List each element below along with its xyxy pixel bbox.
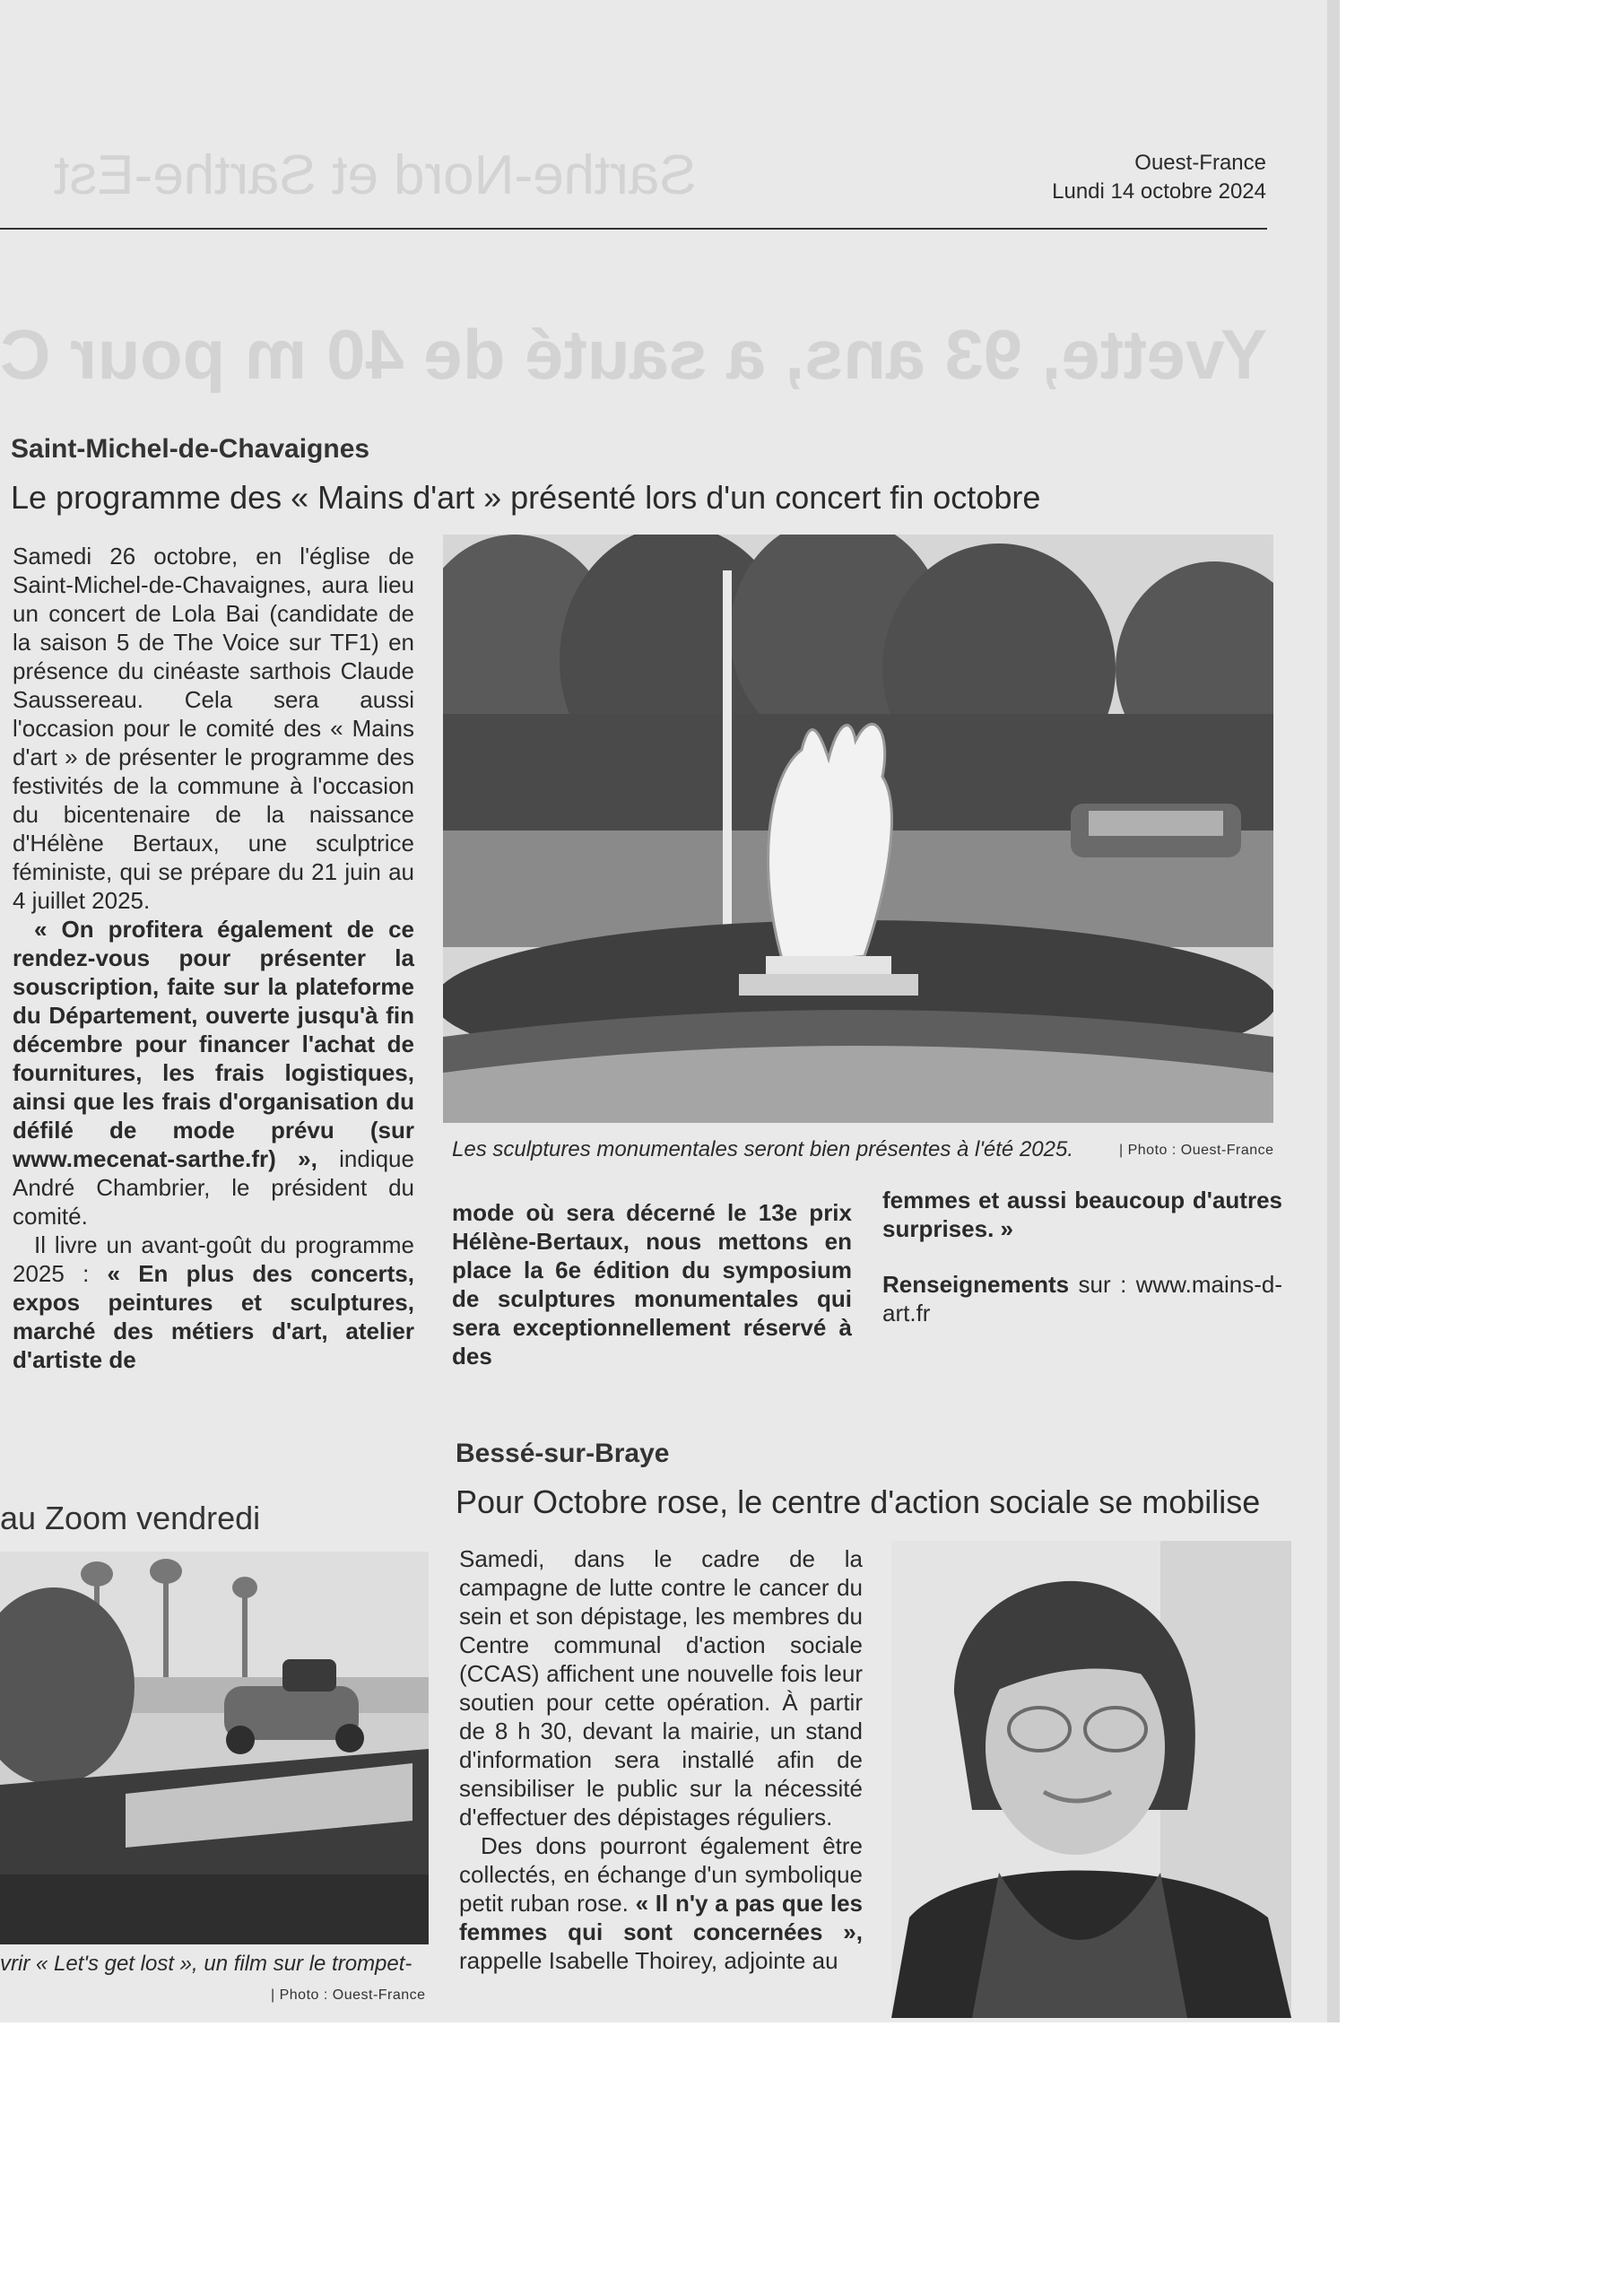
article1-column-2 [452, 1198, 852, 1370]
article3-paragraph-2 [459, 1831, 863, 1975]
article1-info-text: sur : www.mains-d-art.fr [882, 1271, 1282, 1326]
article1-col3-text: femmes et aussi beaucoup d'autres surprises. » [882, 1187, 1282, 1242]
article1-info [882, 1270, 1282, 1327]
article1-headline: Le programme des « Mains d'art » présenté lors d'un concert fin octobre [11, 479, 1041, 516]
article2-headline: au Zoom vendredi [0, 1500, 261, 1536]
publication-name: Ouest-France [1134, 151, 1266, 175]
header-rule [0, 228, 1267, 230]
portrait-photo-image [891, 1541, 1291, 2018]
article2-photo-credit: | Photo : Ouest-France [271, 1987, 426, 2003]
article1-intro: Samedi 26 octobre, en l'église de Saint-Michel-de-Chavaignes, aura lieu un concert de Lola Bai (candidate de la saison 5 de The Voice sur TF1) en présence du cinéaste sarthois Claude Saussereau. Cela sera aussi l'occasion pour le comité des « Mains d'art » de présenter le programme des festivités de la commune à l'occasion du bicentenaire de la naissance d'Hélène Bertaux, une sculptrice féministe, qui se prépare du 21 juin au 4 juillet 2025. [13, 543, 414, 914]
article1-program-paragraph [13, 1231, 414, 1374]
article1-attribution: indique André Chambrier, le président du comité. [13, 1145, 414, 1230]
article3-column [459, 1544, 863, 2016]
article1-quote-paragraph [13, 915, 414, 1231]
car-photo-image [0, 1552, 429, 1944]
article1-program-quote: « En plus des concerts, expos peintures et sculptures, marché des métiers d'art, atelier d'artiste de [13, 1260, 414, 1373]
article3-town: Bessé-sur-Braye [456, 1439, 670, 1468]
sculpture-photo-image [443, 535, 1273, 1123]
article3-headline: Pour Octobre rose, le centre d'action sociale se mobilise [456, 1483, 1261, 1520]
article1-info-label: Renseignements [882, 1271, 1070, 1298]
article2-caption: vrir « Let's get lost », un film sur le trompet- [0, 1952, 413, 1976]
article1-col2-text: mode où sera décerné le 13e prix Hélène-Bertaux, nous mettons en place la 6e édition du symposium de sculptures monumentales qui sera exceptionnellement réservé à des [452, 1199, 852, 1370]
article3-p2-quote: « Il n'y a pas que les femmes qui sont concernées », [459, 1890, 863, 1945]
article3-p2-lead: Des dons pourront également être collectés, en échange d'un symbolique petit ruban rose. [459, 1832, 863, 1917]
ghost-section-title: Sarthe-Nord et Sarthe-Est [54, 144, 697, 206]
article1-column-1 [13, 542, 414, 1374]
article3-p2-tail: rappelle Isabelle Thoirey, adjointe au [459, 1947, 838, 1974]
article1-column-3 [882, 1186, 1282, 1327]
article3-paragraph-1: Samedi, dans le cadre de la campagne de lutte contre le cancer du sein et son dépistage, les membres du Centre communal d'action sociale (CCAS) affichent une nouvelle fois leur soutien pour cette opération. À partir de 8 h 30, devant la mairie, un stand d'information sera installé afin de sensibiliser le public sur la nécessité d'effectuer des dépistages réguliers. [459, 1545, 863, 1831]
page-edge [1327, 0, 1340, 2022]
sculpture-photo-caption: Les sculptures monumentales seront bien présentes à l'été 2025. [452, 1137, 1073, 1161]
sculpture-photo [443, 535, 1273, 1123]
article1-town: Saint-Michel-de-Chavaignes [11, 434, 370, 464]
article1-quote: « On profitera également de ce rendez-vous pour présenter la souscription, faite sur la plateforme du Département, ouverte jusqu'à fin décembre pour financer l'achat de fournitures, les frais logistiques, ainsi que les frais d'organisation du défilé de mode prévu (sur www.mecenat-sarthe.fr) », [13, 916, 414, 1172]
ghost-headline: Yvette, 93 ans, a sauté de 40 m pour C [0, 315, 1268, 394]
portrait-photo [891, 1541, 1291, 2018]
sculpture-photo-credit: | Photo : Ouest-France [1119, 1143, 1274, 1158]
article1-program-lead: Il livre un avant-goût du programme 2025 : [13, 1231, 414, 1287]
car-photo [0, 1552, 429, 1944]
publication-date: Lundi 14 octobre 2024 [1052, 179, 1266, 204]
